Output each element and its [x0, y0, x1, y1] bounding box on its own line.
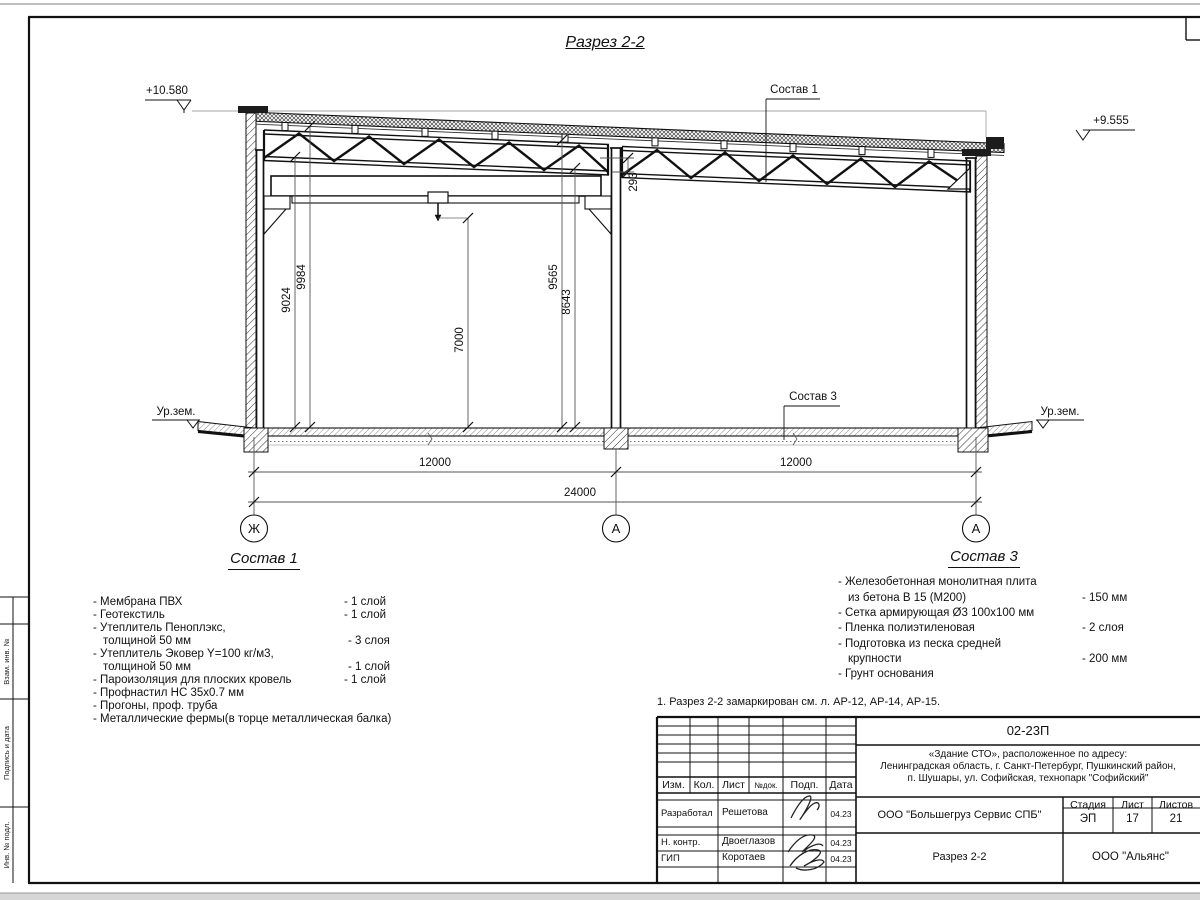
stage-label: Стадия: [1070, 798, 1106, 811]
sostav1-item: толщиной 50 мм: [103, 661, 192, 673]
row3-role: ГИП: [661, 853, 680, 864]
col-kol: Кол.: [693, 779, 715, 791]
left-wall-panel: [246, 113, 256, 428]
sostav3-item: из бетона В 15 (М200): [848, 592, 967, 604]
elevation-right-label: +9.555: [1093, 115, 1129, 127]
ground-level-right-label: Ур.зем.: [1040, 406, 1080, 418]
address-line3: п. Шушары, ул. Софийская, технопарк "Софийский": [907, 773, 1149, 784]
org-name: ООО "Большегруз Сервис СПБ": [877, 809, 1042, 821]
col-podp: Подп.: [790, 779, 819, 791]
sostav1-item: - Прогоны, проф. труба: [93, 700, 218, 712]
sheets-value: 21: [1169, 813, 1183, 825]
dim-8643: 8643: [561, 289, 573, 315]
address-line2: Ленинградская область, г. Санкт-Петербург, Пушкинский район,: [880, 761, 1176, 772]
ground-level-left-label: Ур.зем.: [156, 406, 196, 418]
sostav1-item: толщиной 50 мм: [103, 635, 192, 647]
dim-9984: 9984: [296, 264, 308, 290]
sheet-note: 1. Разрез 2-2 замаркирован см. л. АР-12, АР-14, АР-15.: [657, 696, 941, 708]
sostav1-item: - Утеплитель Эковер Y=100 кг/м3,: [93, 648, 274, 660]
sostav1-qty: - 1 слой: [344, 674, 387, 686]
row3-date: 04.23: [830, 854, 852, 864]
dim-total: 24000: [564, 487, 596, 499]
signature-icon: [788, 796, 824, 870]
dim-293: 293: [628, 172, 640, 192]
sostav1-item: - Утеплитель Пеноплэкс,: [93, 622, 226, 634]
sostav3-item: - Грунт основания: [838, 668, 934, 680]
sostav1-item: - Профнастил НС 35х0.7 мм: [93, 687, 244, 699]
sheet-label: Лист: [1121, 798, 1144, 811]
col-list: Лист: [722, 779, 745, 791]
margin-label-inv: Инв. № подл.: [2, 821, 11, 869]
dim-9024: 9024: [281, 287, 293, 313]
stage-value: ЭП: [1079, 813, 1097, 825]
sostav1-qty: - 3 слоя: [348, 635, 390, 647]
sheet-title: Разрез 2-2: [932, 851, 987, 863]
axis-a1: А: [611, 521, 621, 536]
col-data: Дата: [829, 779, 853, 791]
sostav3-heading: Состав 3: [948, 548, 1020, 568]
row1-name: Решетова: [722, 807, 768, 818]
address-line1: «Здание СТО», расположенное по адресу:: [928, 749, 1128, 760]
margin-label-podpis: Подпись и дата: [2, 726, 11, 780]
dim-9565: 9565: [548, 264, 560, 290]
sostav1-item: - Пароизоляция для плоских кровель: [93, 674, 292, 686]
sostav1-item: - Геотекстиль: [93, 609, 165, 621]
margin-label-vzam: Взам. инв. №: [2, 638, 11, 685]
sostav1-heading: Состав 1: [228, 550, 300, 570]
right-wall-panel: [976, 156, 987, 428]
dim-span2: 12000: [780, 457, 812, 469]
elevation-left-label: +10.580: [146, 85, 188, 97]
sheet-value: 17: [1126, 813, 1139, 825]
callout-roof-label: Состав 1: [770, 84, 818, 96]
company-name: ООО "Альянс": [1092, 851, 1169, 863]
row1-role: Разработал: [661, 808, 713, 819]
sostav3-qty: - 200 мм: [1082, 653, 1128, 665]
axis-a2: А: [971, 521, 981, 536]
dim-7000: 7000: [454, 327, 466, 353]
sostav1-qty: - 1 слой: [344, 596, 387, 608]
right-fascia: [986, 137, 1004, 149]
callout-leaders: [766, 99, 840, 440]
axis-zh: Ж: [247, 521, 260, 536]
sostav3-qty: - 150 мм: [1082, 592, 1128, 604]
col-izm: Изм.: [662, 779, 685, 791]
doc-number: 02-23П: [1006, 723, 1050, 738]
sostav1-item: - Металлические фермы(в торце металлическая балка): [93, 713, 392, 725]
row2-role: Н. контр.: [661, 837, 701, 848]
right-wall-cap: [962, 149, 991, 156]
row2-date: 04.23: [830, 838, 852, 848]
sostav3-item: - Пленка полиэтиленовая: [838, 622, 975, 634]
sostav3-item: - Железобетонная монолитная плита: [838, 576, 1037, 588]
row3-name: Коротаев: [722, 852, 766, 863]
row1-date: 04.23: [830, 809, 852, 819]
sostav3-item: - Сетка армирующая Ø3 100х100 мм: [838, 607, 1035, 619]
right-truss: [622, 147, 971, 193]
sostav3-item: крупности: [848, 653, 902, 665]
sostav3-item: - Подготовка из песка средней: [838, 638, 1002, 650]
row2-name: Двоеглазов: [722, 836, 776, 847]
sheets-label: Листов: [1158, 798, 1194, 811]
sostav1-item: - Мембрана ПВХ: [93, 596, 183, 608]
dim-span1: 12000: [419, 457, 451, 469]
callout-floor-label: Состав 3: [789, 391, 837, 403]
drawing-title: Разрез 2-2: [565, 34, 645, 51]
col-ndok: №док.: [754, 781, 778, 790]
sostav3-qty: - 2 слоя: [1082, 622, 1124, 634]
sostav1-qty: - 1 слой: [348, 661, 391, 673]
sostav1-qty: - 1 слой: [344, 609, 387, 621]
left-parapet-cap: [238, 106, 268, 113]
